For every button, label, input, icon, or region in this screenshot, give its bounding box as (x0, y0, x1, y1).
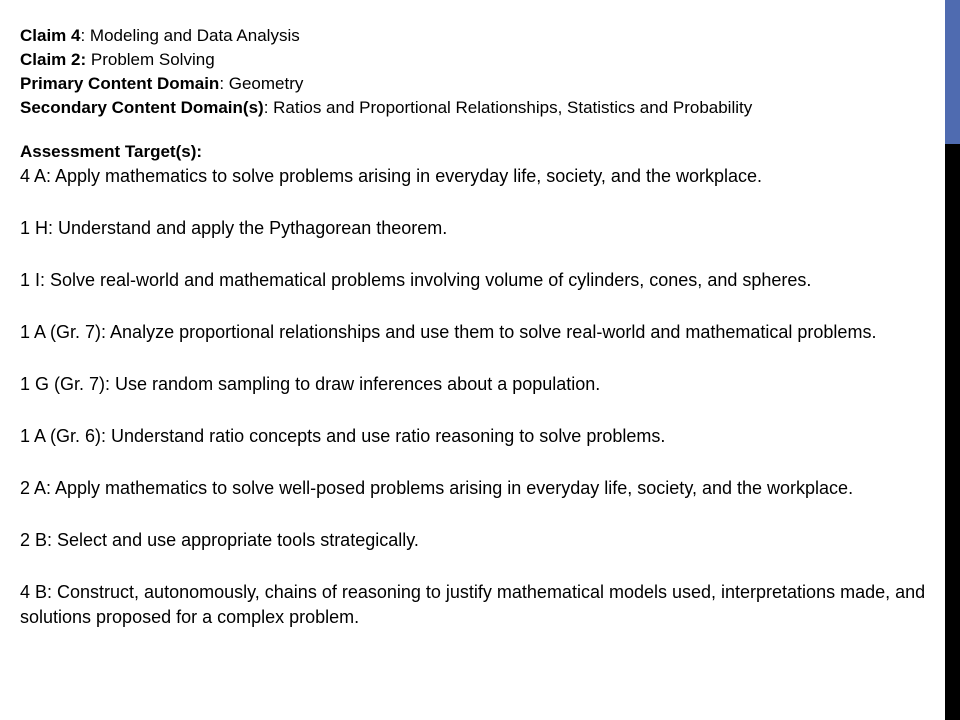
secondary-domain-text: : Ratios and Proportional Relationships, Statistics and Probability (263, 98, 753, 117)
claim-4-text: : Modeling and Data Analysis (80, 26, 300, 45)
target-2a: 2 A: Apply mathematics to solve well-posed problems arising in everyday life, society, and the workplace. (20, 478, 854, 498)
secondary-domain-label: Secondary Content Domain(s) (20, 98, 264, 117)
target-4b: 4 B: Construct, autonomously, chains of reasoning to justify mathematical models used, interpretations made, and solutions proposed for a complex problem. (20, 582, 926, 627)
target-1g-gr7: 1 G (Gr. 7): Use random sampling to draw inferences about a population. (20, 374, 601, 394)
primary-domain-line (20, 72, 942, 96)
primary-domain-label: Primary Content Domain (20, 74, 220, 93)
claim-2-text: Problem Solving (86, 50, 215, 69)
secondary-domain-line (20, 96, 942, 120)
target-1a-gr6: 1 A (Gr. 6): Understand ratio concepts and use ratio reasoning to solve problems. (20, 426, 666, 446)
claim-2-label: Claim 2: (20, 50, 87, 69)
target-1a-gr7: 1 A (Gr. 7): Analyze proportional relationships and use them to solve real-world and mathematical problems. (20, 322, 877, 342)
assessment-targets-heading: Assessment Target(s): (20, 142, 203, 161)
claim-4-label: Claim 4 (20, 26, 81, 45)
claim-4-line (20, 24, 942, 48)
target-4a: 4 A: Apply mathematics to solve problems arising in everyday life, society, and the workplace. (20, 166, 763, 186)
slide-content (20, 24, 942, 630)
target-1h: 1 H: Understand and apply the Pythagorean theorem. (20, 218, 448, 238)
primary-domain-text: : Geometry (219, 74, 304, 93)
target-1i: 1 I: Solve real-world and mathematical problems involving volume of cylinders, cones, and spheres. (20, 270, 812, 290)
claim-2-line (20, 48, 942, 72)
target-2b: 2 B: Select and use appropriate tools strategically. (20, 530, 419, 550)
side-accent-bar-blue (945, 0, 960, 144)
side-accent-bar-black (945, 144, 960, 720)
